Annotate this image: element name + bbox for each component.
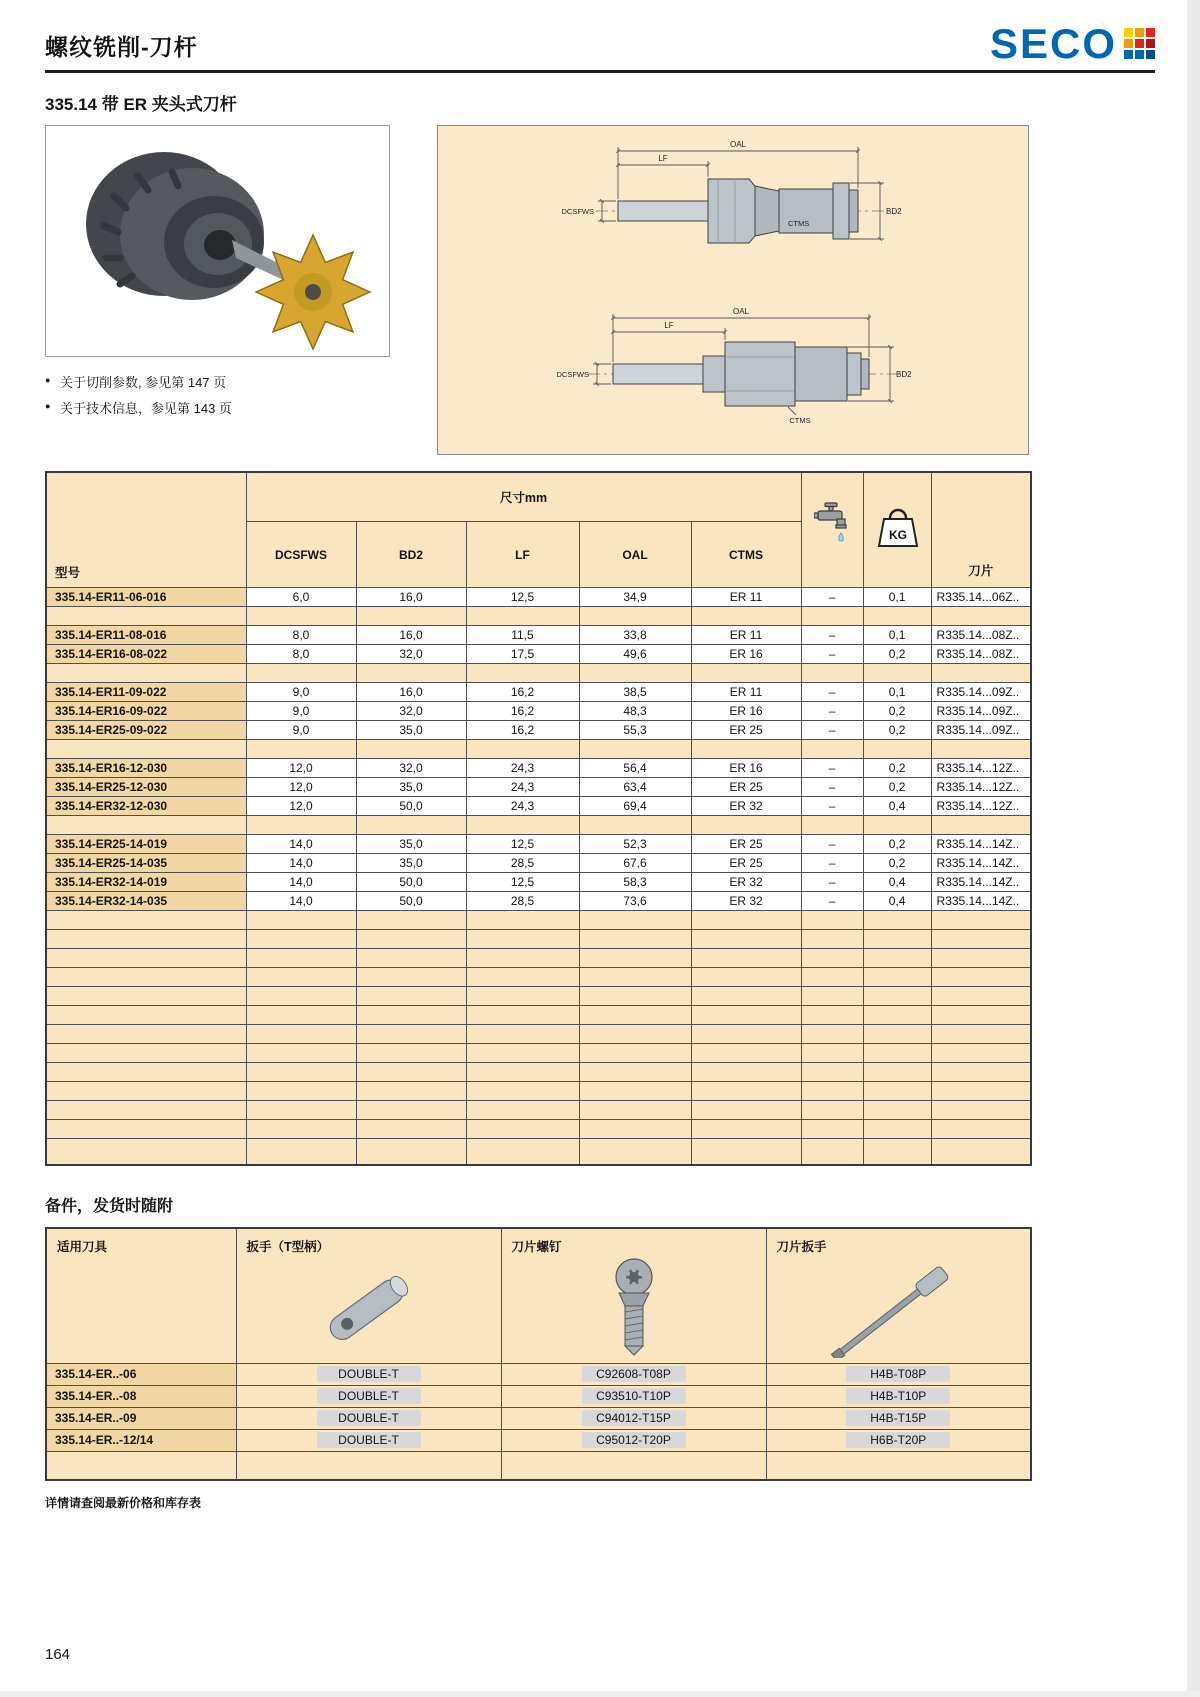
model-number: 335.14-ER16-09-022: [46, 702, 246, 721]
product-table: [45, 471, 1032, 1166]
model-number: 335.14-ER11-09-022: [46, 683, 246, 702]
column-header-dcsfws: DCSFWS: [246, 522, 356, 588]
value-cell: 55,3: [579, 721, 691, 740]
value-cell: –: [801, 626, 863, 645]
accessory-code: H4B-T08P: [766, 1363, 1031, 1385]
value-cell: 16,2: [466, 683, 579, 702]
value-cell: ER 16: [691, 759, 801, 778]
value-cell: 0,4: [863, 873, 931, 892]
weight-column-header: [863, 472, 931, 588]
value-cell: 58,3: [579, 873, 691, 892]
empty-row: [46, 1120, 1031, 1139]
dim-label-ctms: CTMS: [788, 218, 810, 228]
value-cell: R335.14...09Z..: [931, 721, 1031, 740]
accessory-code: DOUBLE-T: [236, 1407, 501, 1429]
page-edge-shade-bottom: [0, 1691, 1200, 1697]
model-number: 335.14-ER25-09-022: [46, 721, 246, 740]
value-cell: 6,0: [246, 588, 356, 607]
value-cell: –: [801, 797, 863, 816]
value-cell: 9,0: [246, 702, 356, 721]
value-cell: 35,0: [356, 778, 466, 797]
seco-logo: [989, 20, 1155, 67]
value-cell: R335.14...14Z..: [931, 835, 1031, 854]
applicable-tool: 335.14-ER..-09: [46, 1407, 236, 1429]
value-cell: 28,5: [466, 854, 579, 873]
product-row: [46, 702, 1031, 721]
value-cell: –: [801, 778, 863, 797]
applicable-tool: 335.14-ER..-08: [46, 1385, 236, 1407]
value-cell: R335.14...12Z..: [931, 778, 1031, 797]
value-cell: R335.14...12Z..: [931, 797, 1031, 816]
value-cell: 14,0: [246, 873, 356, 892]
value-cell: 9,0: [246, 721, 356, 740]
value-cell: 0,2: [863, 854, 931, 873]
model-number: 335.14-ER16-12-030: [46, 759, 246, 778]
page-header: [45, 0, 1155, 67]
dim-label-oal: OAL: [732, 306, 750, 316]
column-group-dimensions: 尺寸mm: [246, 472, 801, 522]
value-cell: –: [801, 873, 863, 892]
value-cell: 52,3: [579, 835, 691, 854]
accessory-code: C94012-T15P: [501, 1407, 766, 1429]
empty-row: [46, 987, 1031, 1006]
column-header-model: 型号: [46, 472, 246, 588]
accessory-code: DOUBLE-T: [236, 1385, 501, 1407]
seco-logo-text: SECO: [989, 20, 1117, 67]
insert-screw-image: [501, 1256, 766, 1364]
model-number: 335.14-ER32-12-030: [46, 797, 246, 816]
accessory-code: DOUBLE-T: [236, 1429, 501, 1451]
empty-row: [46, 664, 1031, 683]
value-cell: –: [801, 854, 863, 873]
dim-label-bd2: BD2: [896, 369, 912, 379]
value-cell: 16,2: [466, 721, 579, 740]
empty-row: [46, 911, 1031, 930]
column-header-oal: OAL: [579, 522, 691, 588]
empty-row: [46, 1044, 1031, 1063]
value-cell: 14,0: [246, 892, 356, 911]
value-cell: 12,5: [466, 588, 579, 607]
value-cell: R335.14...08Z..: [931, 645, 1031, 664]
empty-row: [46, 1139, 1031, 1165]
value-cell: 48,3: [579, 702, 691, 721]
product-row: [46, 721, 1031, 740]
value-cell: 14,0: [246, 854, 356, 873]
column-header-ctms: CTMS: [691, 522, 801, 588]
acc-header-tool: 适用刀具: [46, 1228, 236, 1256]
empty-row: [46, 1082, 1031, 1101]
value-cell: ER 16: [691, 645, 801, 664]
model-number: 335.14-ER11-06-016: [46, 588, 246, 607]
empty-row: [46, 1063, 1031, 1082]
value-cell: 12,0: [246, 797, 356, 816]
value-cell: 49,6: [579, 645, 691, 664]
t-handle-wrench-image: [236, 1256, 501, 1364]
model-number: 335.14-ER16-08-022: [46, 645, 246, 664]
value-cell: 50,0: [356, 892, 466, 911]
accessory-code: H6B-T20P: [766, 1429, 1031, 1451]
value-cell: 0,4: [863, 892, 931, 911]
product-row: [46, 759, 1031, 778]
value-cell: –: [801, 759, 863, 778]
accessory-code: C93510-T10P: [501, 1385, 766, 1407]
value-cell: 17,5: [466, 645, 579, 664]
empty-row: [46, 1025, 1031, 1044]
column-header-bd2: BD2: [356, 522, 466, 588]
value-cell: R335.14...14Z..: [931, 873, 1031, 892]
applicable-tool: 335.14-ER..-06: [46, 1363, 236, 1385]
accessory-code: C95012-T20P: [501, 1429, 766, 1451]
empty-row: [46, 607, 1031, 626]
product-row: [46, 778, 1031, 797]
value-cell: –: [801, 702, 863, 721]
value-cell: ER 32: [691, 797, 801, 816]
value-cell: 0,1: [863, 683, 931, 702]
value-cell: 63,4: [579, 778, 691, 797]
empty-row: [46, 1101, 1031, 1120]
accessory-row: [46, 1385, 1031, 1407]
technical-diagram: [437, 125, 1029, 455]
accessory-row: [46, 1363, 1031, 1385]
value-cell: –: [801, 892, 863, 911]
accessory-row: [46, 1407, 1031, 1429]
value-cell: 24,3: [466, 797, 579, 816]
value-cell: 56,4: [579, 759, 691, 778]
toolholder-photo-illustration: [52, 132, 383, 350]
value-cell: 0,2: [863, 721, 931, 740]
product-image: [45, 125, 390, 357]
acc-header-key: 刀片扳手: [766, 1228, 1031, 1256]
intro-block: [45, 125, 1155, 455]
accessory-code: H4B-T10P: [766, 1385, 1031, 1407]
value-cell: 12,0: [246, 759, 356, 778]
product-row: [46, 892, 1031, 911]
applicable-tool: 335.14-ER..-12/14: [46, 1429, 236, 1451]
value-cell: 35,0: [356, 854, 466, 873]
acc-header-screw: 刀片螺钉: [501, 1228, 766, 1256]
value-cell: 16,0: [356, 588, 466, 607]
value-cell: 12,0: [246, 778, 356, 797]
value-cell: ER 25: [691, 778, 801, 797]
page-title: 螺纹铣削-刀杆: [45, 33, 198, 60]
note-technical-info: ● 关于技术信息，参见第 143 页: [45, 398, 390, 417]
value-cell: 0,2: [863, 759, 931, 778]
header-divider: [45, 70, 1155, 73]
value-cell: 32,0: [356, 702, 466, 721]
value-cell: 8,0: [246, 645, 356, 664]
value-cell: ER 11: [691, 588, 801, 607]
value-cell: 0,2: [863, 778, 931, 797]
value-cell: 24,3: [466, 778, 579, 797]
value-cell: R335.14...14Z..: [931, 854, 1031, 873]
empty-row: [46, 930, 1031, 949]
value-cell: 73,6: [579, 892, 691, 911]
product-row: [46, 645, 1031, 664]
model-number: 335.14-ER25-14-019: [46, 835, 246, 854]
value-cell: 35,0: [356, 835, 466, 854]
value-cell: 38,5: [579, 683, 691, 702]
dim-label-bd2: BD2: [886, 206, 902, 216]
column-header-insert: 刀片: [931, 472, 1031, 588]
value-cell: 12,5: [466, 873, 579, 892]
price-list-note: 详情请查阅最新价格和库存表: [45, 1496, 202, 1511]
product-row: [46, 626, 1031, 645]
acc-header-wrench: 扳手（T型柄）: [236, 1228, 501, 1256]
value-cell: –: [801, 683, 863, 702]
value-cell: 9,0: [246, 683, 356, 702]
value-cell: 0,2: [863, 702, 931, 721]
seco-logo-mark-icon: [1124, 28, 1155, 59]
value-cell: ER 25: [691, 835, 801, 854]
dim-label-dcsfws: DCSFWS: [561, 206, 594, 216]
page-number: 164: [45, 1646, 71, 1663]
accessories-table: [45, 1227, 1032, 1482]
value-cell: 28,5: [466, 892, 579, 911]
product-row: [46, 835, 1031, 854]
dim-label-lf: LF: [658, 153, 668, 163]
model-number: 335.14-ER11-08-016: [46, 626, 246, 645]
value-cell: –: [801, 588, 863, 607]
value-cell: R335.14...09Z..: [931, 702, 1031, 721]
value-cell: R335.14...12Z..: [931, 759, 1031, 778]
value-cell: 24,3: [466, 759, 579, 778]
dimension-drawings: [438, 126, 1028, 454]
coolant-column-header: [801, 472, 863, 588]
value-cell: ER 25: [691, 721, 801, 740]
accessory-row: [46, 1429, 1031, 1451]
model-number: 335.14-ER25-12-030: [46, 778, 246, 797]
value-cell: R335.14...08Z..: [931, 626, 1031, 645]
empty-row: [46, 1006, 1031, 1025]
value-cell: 0,4: [863, 797, 931, 816]
section-title: 335.14 带 ER 夹头式刀杆: [45, 94, 237, 114]
value-cell: 12,5: [466, 835, 579, 854]
value-cell: 0,1: [863, 626, 931, 645]
value-cell: R335.14...14Z..: [931, 892, 1031, 911]
accessory-code: DOUBLE-T: [236, 1363, 501, 1385]
value-cell: 16,2: [466, 702, 579, 721]
value-cell: 0,1: [863, 588, 931, 607]
accessory-code: H4B-T15P: [766, 1407, 1031, 1429]
value-cell: 0,2: [863, 645, 931, 664]
value-cell: ER 11: [691, 683, 801, 702]
value-cell: ER 25: [691, 854, 801, 873]
value-cell: 16,0: [356, 626, 466, 645]
coolant-faucet-icon: [814, 502, 850, 554]
value-cell: 32,0: [356, 759, 466, 778]
value-cell: ER 32: [691, 873, 801, 892]
note-cutting-params: ● 关于切削参数, 参见第 147 页: [45, 372, 390, 391]
value-cell: 35,0: [356, 721, 466, 740]
value-cell: 14,0: [246, 835, 356, 854]
column-header-lf: LF: [466, 522, 579, 588]
product-row: [46, 797, 1031, 816]
value-cell: 34,9: [579, 588, 691, 607]
value-cell: R335.14...06Z..: [931, 588, 1031, 607]
value-cell: 32,0: [356, 645, 466, 664]
model-number: 335.14-ER25-14-035: [46, 854, 246, 873]
reference-notes: [45, 372, 390, 417]
weight-kg-icon: [873, 505, 921, 551]
accessory-code: C92608-T08P: [501, 1363, 766, 1385]
value-cell: –: [801, 721, 863, 740]
dim-label-ctms: CTMS: [789, 415, 811, 425]
product-row: [46, 854, 1031, 873]
value-cell: 0,2: [863, 835, 931, 854]
value-cell: 16,0: [356, 683, 466, 702]
value-cell: R335.14...09Z..: [931, 683, 1031, 702]
empty-row: [46, 816, 1031, 835]
product-row: [46, 873, 1031, 892]
value-cell: –: [801, 645, 863, 664]
value-cell: 50,0: [356, 797, 466, 816]
dim-label-oal: OAL: [729, 139, 747, 149]
value-cell: 8,0: [246, 626, 356, 645]
empty-row: [46, 740, 1031, 759]
kg-label: KG: [889, 528, 908, 543]
value-cell: ER 16: [691, 702, 801, 721]
value-cell: ER 11: [691, 626, 801, 645]
value-cell: 11,5: [466, 626, 579, 645]
accessories-heading: 备件，发货时随附: [45, 1197, 174, 1215]
accessory-images-row: [46, 1256, 1031, 1364]
model-number: 335.14-ER32-14-035: [46, 892, 246, 911]
empty-row: [46, 1451, 1031, 1480]
value-cell: ER 32: [691, 892, 801, 911]
insert-key-image: [766, 1256, 1031, 1364]
product-row: [46, 683, 1031, 702]
value-cell: 50,0: [356, 873, 466, 892]
page-edge-shade-right: [1187, 0, 1200, 1697]
dim-label-lf: LF: [664, 320, 674, 330]
product-row: [46, 588, 1031, 607]
value-cell: 67,6: [579, 854, 691, 873]
value-cell: 33,8: [579, 626, 691, 645]
empty-row: [46, 949, 1031, 968]
model-number: 335.14-ER32-14-019: [46, 873, 246, 892]
value-cell: –: [801, 835, 863, 854]
empty-row: [46, 968, 1031, 987]
value-cell: 69,4: [579, 797, 691, 816]
dim-label-dcsfws: DCSFWS: [556, 369, 589, 379]
